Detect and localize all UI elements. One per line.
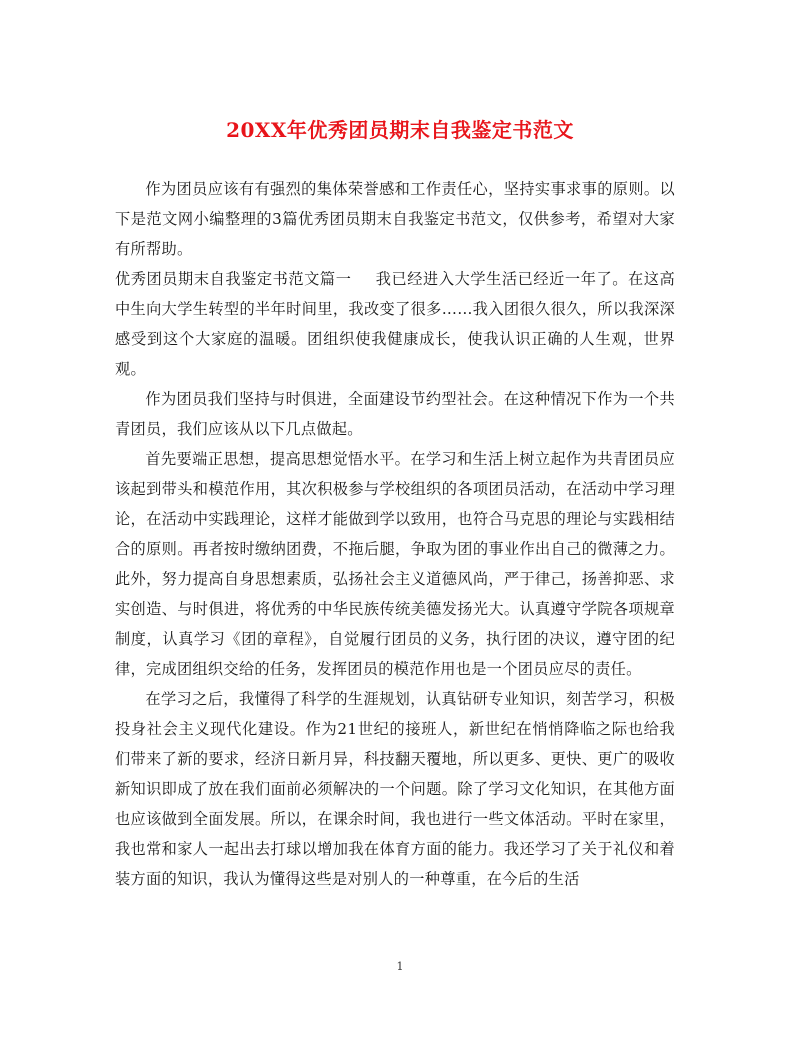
body-paragraph-2: 首先要端正思想，提高思想觉悟水平。在学习和生活上树立起作为共青团员应该起到带头和模范作用，其次积极参与学校组织的各项团员活动，在活动中学习理论，在活动中实践理论，这样才能做到学以致用，也符合马克思的理论与实践相结合的原则。再者按时缴纳团费，不拖后腿，争取为团的事业作出自己的微薄之力。此外，努力提高自身思想素质，弘扬社会主义道德风尚，严于律己，扬善抑恶、求实创造、与时俱进，将优秀的中华民族传统美德发扬光大。认真遵守学院各项规章制度，认真学习《团的章程》，自觉履行团员的义务，执行团的决议，遵守团的纪律，完成团组织交给的任务，发挥团员的模范作用也是一个团员应尽的责任。 <box>115 450 675 678</box>
section-first-text: 我已经进入大学生活已经近一年了。在这高中生向大学生转型的半年时间里，我改变了很多……我入团很久很久，所以我深深感受到这个大家庭的温暖。团组织使我健康成长，使我认识正确的人生观，世界观。 <box>115 270 675 378</box>
section-paragraph <box>115 264 675 384</box>
page-number: 1 <box>396 960 404 973</box>
document-title: 20XX年优秀团员期末自我鉴定书范文 <box>226 118 574 142</box>
section-heading: 优秀团员期末自我鉴定书范文篇一 <box>115 270 352 288</box>
body-paragraph-1: 作为团员我们坚持与时俱进，全面建设节约型社会。在这种情况下作为一个共青团员，我们应该从以下几点做起。 <box>115 390 675 438</box>
body-paragraph-3: 在学习之后，我懂得了科学的生涯规划，认真钻研专业知识，刻苦学习，积极投身社会主义现代化建设。作为21世纪的接班人，新世纪在悄悄降临之际也给我们带来了新的要求，经济日新月异，科技翻天覆地，所以更多、更快、更广的吸收新知识即成了放在我们面前必须解决的一个问题。除了学习文化知识，在其他方面也应该做到全面发展。所以，在课余时间，我也进行一些文体活动。平时在家里，我也常和家人一起出去打球以增加我在体育方面的能力。我还学习了关于礼仪和着装方面的知识，我认为懂得这些是对别人的一种尊重，在今后的生活 <box>115 690 675 888</box>
intro-paragraph: 作为团员应该有有强烈的集体荣誉感和工作责任心，坚持实事求事的原则。以下是范文网小编整理的3篇优秀团员期末自我鉴定书范文，仅供参考，希望对大家有所帮助。 <box>115 180 675 258</box>
document-body <box>115 174 675 894</box>
